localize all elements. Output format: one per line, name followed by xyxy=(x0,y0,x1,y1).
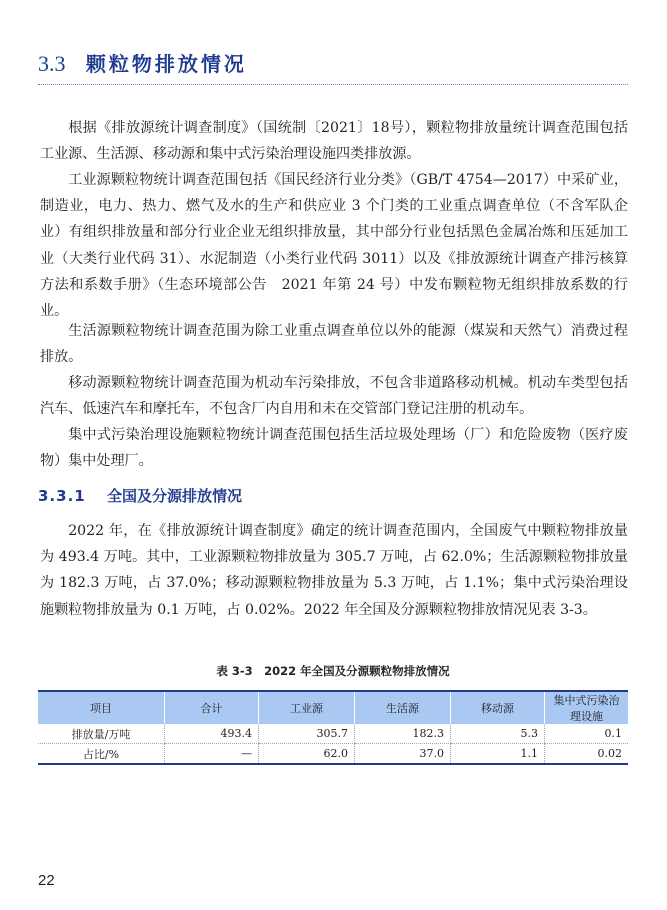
table-cell: 占比/% xyxy=(38,744,165,765)
table-cell: 305.7 xyxy=(259,724,355,744)
paragraph-industrial: 工业源颗粒物统计调查范围包括《国民经济行业分类》（GB/T 4754—2017）中采矿业，制造业，电力、热力、燃气及水的生产和供应业 3 个门类的工业重点调查单位（不含军队企业）有组织排放量和部分行业企业无组织排放量，其中部分行业包括黑色金属冶炼和压延加工业（大类行业代码 31）、水泥制造（小类行业代码 3011）以及《排放源统计调查产排污核算方法和系数手册》（生态环境部公告 2021 年第 24 号）中发布颗粒物无组织排放系数的行业。 xyxy=(40,172,628,320)
section-title: 颗粒物排放情况 xyxy=(85,52,247,76)
subsection-title: 全国及分源排放情况 xyxy=(106,487,242,505)
table-header-cell: 集中式污染治理设施 xyxy=(545,691,629,724)
table-cell: 0.02 xyxy=(545,744,629,765)
table-header-cell: 生活源 xyxy=(355,691,451,724)
table-cell: 182.3 xyxy=(355,724,451,744)
table-header-cell: 移动源 xyxy=(451,691,545,724)
paragraph-centralized: 集中式污染治理设施颗粒物统计调查范围包括生活垃圾处理场（厂）和危险废物（医疗废物）集中处理厂。 xyxy=(40,427,628,470)
table-cell: 1.1 xyxy=(451,744,545,765)
emissions-table xyxy=(38,690,628,765)
paragraph-domestic: 生活源颗粒物统计调查范围为除工业重点调查单位以外的能源（煤炭和天然气）消费过程排放。 xyxy=(40,323,628,366)
table-header-row xyxy=(38,691,628,724)
table-row xyxy=(38,724,628,744)
paragraph-summary: 2022 年，在《排放源统计调查制度》确定的统计调查范围内，全国废气中颗粒物排放量为 493.4 万吨。其中，工业源颗粒物排放量为 305.7 万吨，占 62.0%；生活源颗粒物排放量为 182.3 万吨，占 37.0%；移动源颗粒物排放量为 5.3 万吨，占 1.1%；集中式污染治理设施颗粒物排放量为 0.1 万吨，占 0.02%。2022 年全国及分源颗粒物排放情况见表 3-3。 xyxy=(40,523,628,618)
section-heading xyxy=(38,46,628,82)
table-cell: 62.0 xyxy=(259,744,355,765)
page-number: 22 xyxy=(38,872,55,889)
table-cell: — xyxy=(165,744,259,765)
table-header-cell: 工业源 xyxy=(259,691,355,724)
table-cell: 0.1 xyxy=(545,724,629,744)
subsection-heading xyxy=(38,483,628,509)
table-caption: 表 3-3 2022 年全国及分源颗粒物排放情况 xyxy=(216,664,450,678)
paragraph-mobile: 移动源颗粒物统计调查范围为机动车污染排放，不包含非道路移动机械。机动车类型包括汽车、低速汽车和摩托车，不包含厂内自用和未在交管部门登记注册的机动车。 xyxy=(40,375,628,418)
subsection-number: 3.3.1 xyxy=(38,487,86,505)
table-header-cell: 项目 xyxy=(90,702,112,715)
section-divider xyxy=(38,84,628,85)
table-cell: 排放量/万吨 xyxy=(38,724,165,744)
paragraph-scope: 根据《排放源统计调查制度》（国统制〔2021〕18号），颗粒物排放量统计调查范围包括工业源、生活源、移动源和集中式污染治理设施四类排放源。 xyxy=(40,120,628,163)
table-cell: 5.3 xyxy=(451,724,545,744)
table-header-cell: 合计 xyxy=(165,691,259,724)
table-cell: 37.0 xyxy=(355,744,451,765)
table-row xyxy=(38,744,628,765)
table-cell: 493.4 xyxy=(165,724,259,744)
table-container xyxy=(38,690,628,765)
section-number: 3.3 xyxy=(38,51,66,76)
